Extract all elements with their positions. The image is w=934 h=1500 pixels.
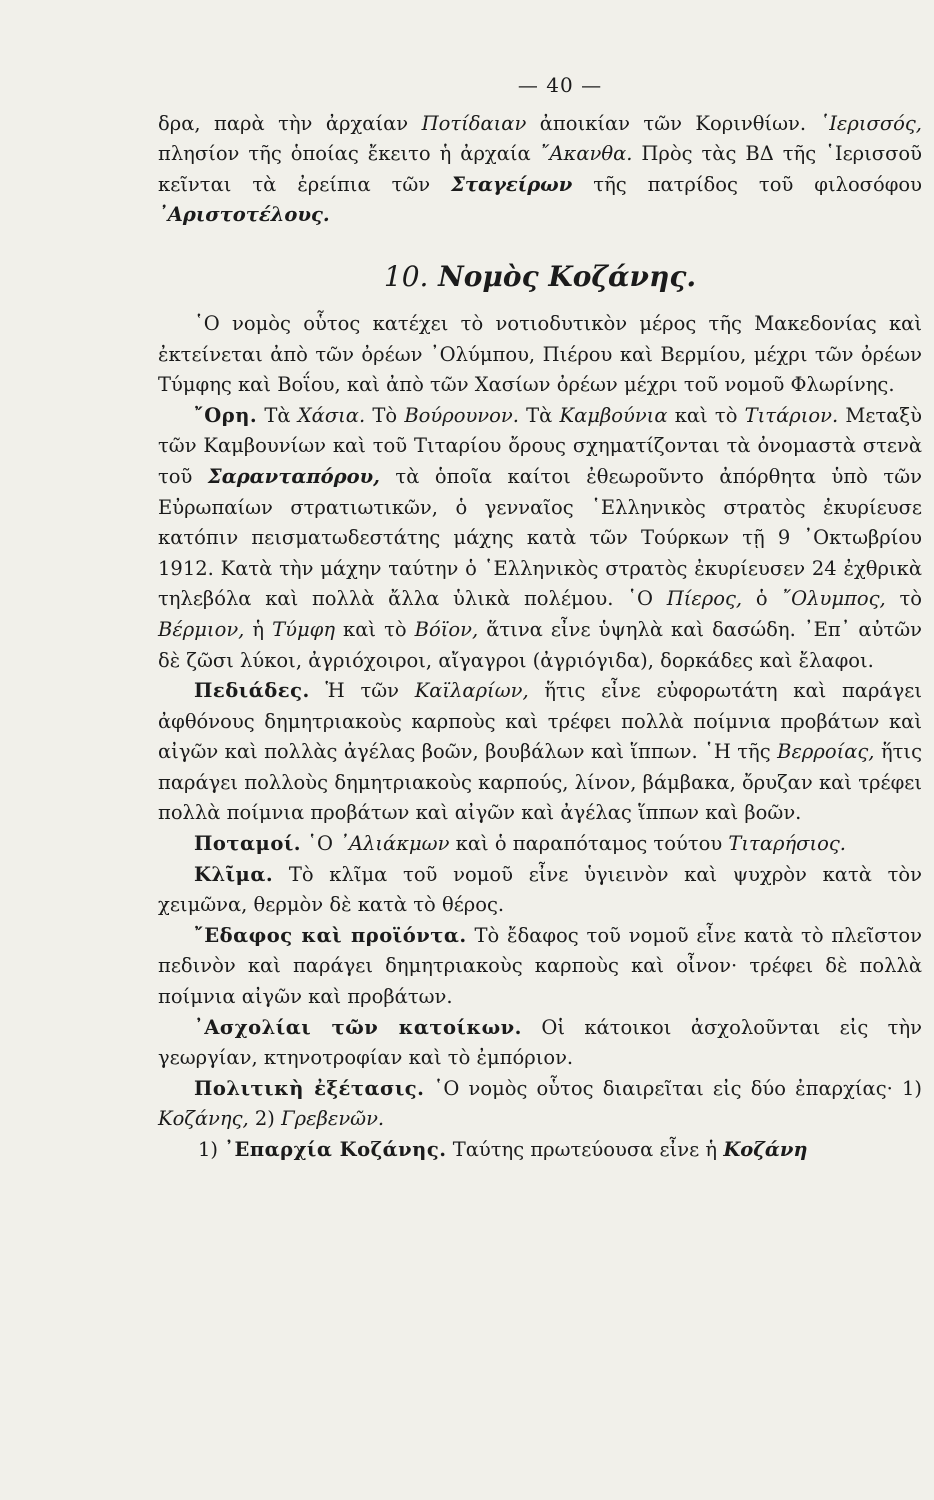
text-run: ἡ (244, 617, 273, 641)
text-run: τὰ ὁποῖα καίτοι ἐθεωροῦντο ἀπόρθητα ὑπὸ τῶν Εὐρωπαίων στρατιωτικῶν, ὁ γενναῖος ῾Ελληνικὸς στρατὸς ἐκυρίευσε κατόπιν πεισματωδεστάτης μάχης κατὰ τῶν Τούρκων τῇ 9 ᾿Οκτωβρίου 1912. Κατὰ τὴν μάχην ταύτην ὁ ῾Ελληνικὸς στρατὸς ἐκυρίευσεν 24 ἐχθρικὰ τηλεβόλα καὶ πολλὰ ἄλλα ὑλικὰ πολέμου. ῾Ο (158, 464, 922, 611)
text-run: ῾Ο νομὸς οὗτος διαιρεῖται εἰς δύο ἐπαρχίας· 1) (424, 1076, 922, 1100)
text-run: Τὰ (257, 403, 298, 427)
place-name-stageira: Σταγείρων (451, 172, 573, 196)
section-heading (158, 259, 922, 295)
city-name-kozani: Κοζάνη (723, 1138, 808, 1161)
mountains-paragraph (158, 401, 922, 676)
soil-heading: ῎Εδαφος καὶ προϊόντα. (194, 923, 467, 947)
soil-paragraph (158, 921, 922, 1013)
climate-heading: Κλῖμα. (194, 862, 274, 886)
occupations-heading: ᾿Ασχολίαι τῶν κατοίκων. (194, 1015, 522, 1039)
list-number: 1) (198, 1138, 225, 1161)
province-heading: ᾿Επαρχία Κοζάνης. (224, 1138, 447, 1161)
text-run: ὁ (742, 587, 782, 611)
occupations-paragraph (158, 1013, 922, 1074)
text-run: Πρὸς τὰς ΒΔ τῆς ῾Ιερισσοῦ κεῖνται τὰ ἐρείπια τῶν (158, 142, 922, 196)
pass-name-sarantaporo: Σαρανταπόρου, (207, 464, 380, 488)
mountain-name: Χάσια. (297, 403, 366, 427)
text-run: 2) (248, 1107, 282, 1131)
plain-name: Καϊλαρίων, (414, 679, 529, 703)
climate-paragraph (158, 860, 922, 921)
plain-name: Βερροίας, (777, 740, 875, 764)
text-run: ῾Ο (301, 832, 340, 856)
text-run: Οἱ κάτοικοι ἀσχολοῦνται εἰς τὴν γεωργίαν, κτηνοτροφίαν καὶ τὸ ἐμπόριον. (158, 1015, 922, 1070)
place-name-potidaia: Ποτίδαιαν (421, 111, 527, 135)
section-number: 10. (383, 259, 429, 293)
administration-heading: Πολιτικὴ ἐξέτασις. (194, 1076, 425, 1100)
text-run: πλησίον τῆς ὁποίας ἔκειτο ἡ ἀρχαία (158, 142, 540, 166)
page-number: — 40 — (517, 73, 603, 97)
place-name-akanthos: ῎Ακανθα. (539, 142, 633, 166)
mountain-name: Βούρουνον. (404, 403, 519, 427)
intro-paragraph (158, 109, 922, 231)
mountain-name: Βόϊον, (414, 617, 479, 641)
text-run: καὶ τὸ (335, 617, 415, 641)
section-title: Νομὸς Κοζάνης. (438, 259, 697, 293)
text-run: ἅτινα εἶνε ὑψηλὰ καὶ δασώδη. ᾿Επ᾿ αὐτῶν δὲ ζῶσι λύκοι, ἀγριόχοιροι, αἴγαγροι (ἀγριόγιδα), δορκάδες καὶ ἔλαφοι. (158, 617, 922, 672)
mountain-name: Βέρμιον, (158, 617, 245, 641)
administration-paragraph (158, 1074, 922, 1135)
text-run: Ἡ τῶν (309, 679, 415, 703)
place-name-ierissos: ῾Ιερισσός, (819, 111, 922, 135)
rivers-paragraph (158, 829, 922, 860)
plains-heading: Πεδιάδες. (194, 679, 310, 703)
text-run: Τὸ ἔδαφος τοῦ νομοῦ εἶνε κατὰ τὸ πλεῖστον πεδινὸν καὶ παράγει δημητριακοὺς καρποὺς καὶ οἶνον· τρέφει δὲ πολλὰ ποίμνια αἰγῶν καὶ προβάτων. (158, 923, 922, 1009)
province-name: Γρεβενῶν. (281, 1107, 385, 1131)
province-kozani-paragraph (158, 1135, 922, 1166)
mountain-name: ῎Ολυμπος, (781, 587, 886, 611)
text-run: ἥτις εἶνε εὐφορωτάτη καὶ παράγει ἀφθόνους δημητριακοὺς καρποὺς καὶ τρέφει πολλὰ ποίμνια προβάτων καὶ αἰγῶν καὶ πολλὰς ἀγέλας βοῶν, βουβάλων καὶ ἵππων. ῾Η τῆς (158, 679, 922, 764)
text-run: καὶ ὁ παραπόταμος τούτου (449, 832, 729, 856)
text-run: Τὸ κλῖμα τοῦ νομοῦ εἶνε ὑγιεινὸν καὶ ψυχρὸν κατὰ τὸν χειμῶνα, θερμὸν δὲ κατὰ τὸ θέρος. (158, 862, 922, 917)
person-name-aristotle: ᾿Αριστοτέλους. (158, 203, 330, 227)
text-run: καὶ τὸ (667, 403, 745, 427)
mountain-name: Τιτάριον. (744, 403, 839, 427)
text-run: Μεταξὺ τῶν Καμβουνίων καὶ τοῦ Τιταρίου ὄρους σχηματίζονται τὰ ὀνομαστὰ στενὰ τοῦ (158, 403, 922, 488)
mountain-name: Πίερος, (666, 587, 743, 611)
document-page (158, 70, 922, 1166)
text-run: τὸ (885, 587, 922, 611)
text-run: ἀποικίαν τῶν Κορινθίων. (526, 111, 820, 135)
text-run: Ταύτης πρωτεύουσα εἶνε ἡ (446, 1138, 724, 1161)
text-run: δρα, παρὰ τὴν ἀρχαίαν (158, 111, 422, 135)
river-name: ᾿Αλιάκμων (339, 832, 450, 856)
text-run: ἥτις παράγει πολλοὺς δημητριακοὺς καρπούς, λίνον, βάμβακα, ὄρυζαν καὶ τρέφει πολλὰ ποίμνια προβάτων καὶ αἰγῶν καὶ ἀγέλας ἵππων καὶ βοῶν. (158, 740, 922, 825)
river-name: Τιταρήσιος. (728, 832, 846, 856)
mountain-name: Τύμφη (272, 617, 336, 641)
overview-paragraph: ῾Ο νομὸς οὗτος κατέχει τὸ νοτιοδυτικὸν μέρος τῆς Μακεδονίας καὶ ἐκτείνεται ἀπὸ τῶν ὀρέων ᾿Ολύμπου, Πιέρου καὶ Βερμίου, μέχρι τῶν ὀρέων Τύμφης καὶ Βοΐου, καὶ ἀπὸ τῶν Χασίων ὀρέων μέχρι τοῦ νομοῦ Φλωρίνης. (158, 311, 922, 397)
text-run: Τὰ (518, 403, 560, 427)
rivers-heading: Ποταμοί. (194, 832, 302, 856)
mountains-heading: ῎Ορη. (194, 403, 258, 427)
plains-paragraph (158, 676, 922, 829)
text-run: τῆς πατρίδος τοῦ φιλοσόφου (572, 172, 922, 196)
province-name: Κοζάνης, (158, 1107, 249, 1131)
mountain-name: Καμβούνια (559, 403, 668, 427)
text-run: Τὸ (365, 403, 405, 427)
